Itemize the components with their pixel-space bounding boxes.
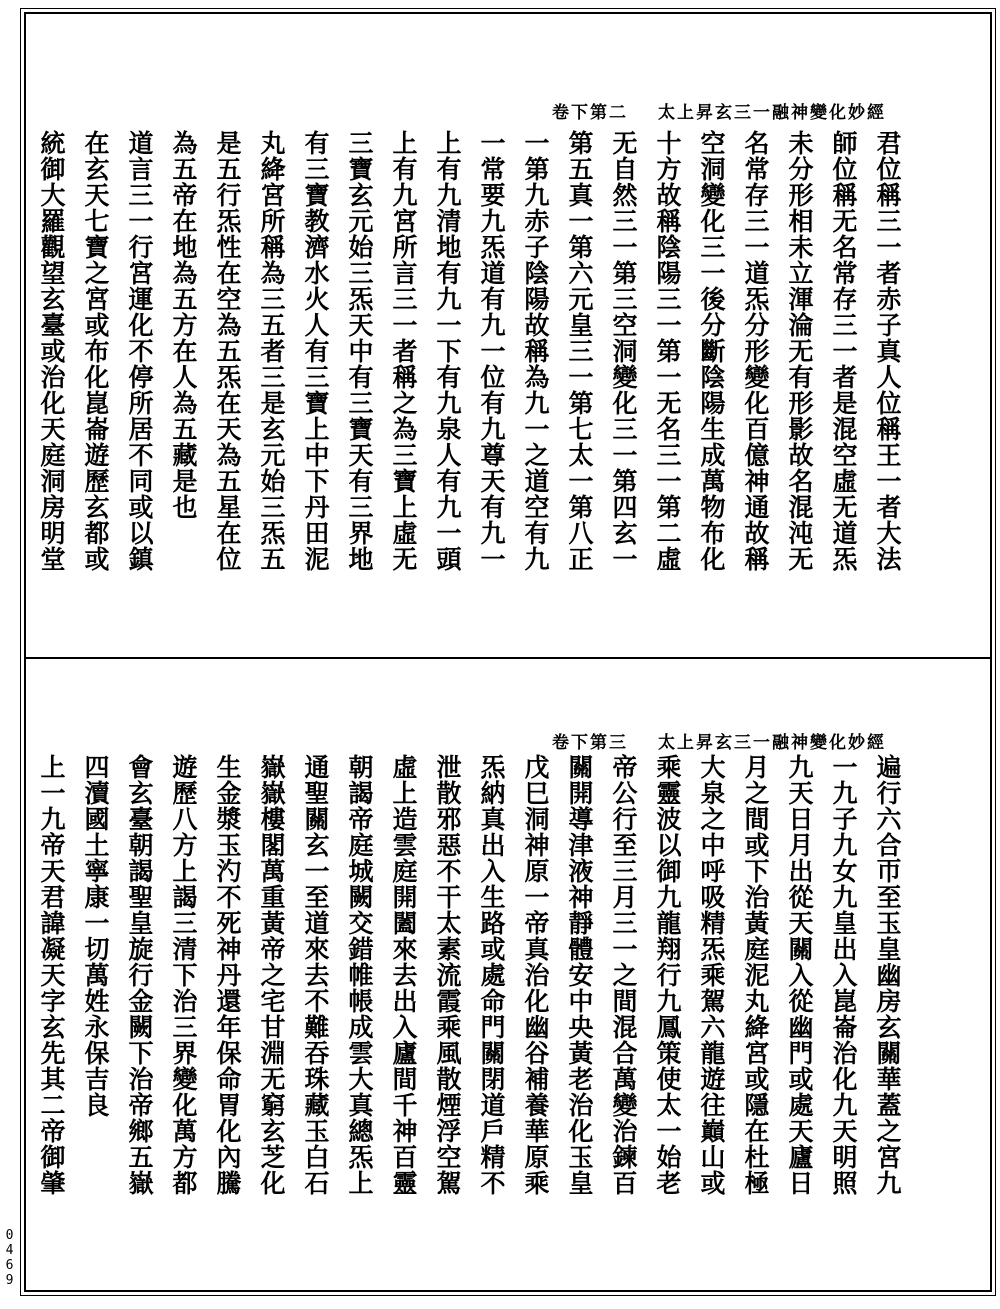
text-column: 遊歷八方上謁三清下治三界變化萬方都 (169, 754, 198, 1196)
panel-divider (24, 657, 992, 659)
top-panel (30, 18, 986, 653)
text-column: 泄散邪惡不干太素流霞乘風散煙浮空駕 (433, 754, 462, 1196)
text-column: 戊巳洞神原一帝真治化幽谷補養華原乘 (521, 754, 550, 1196)
text-column: 上一九帝天君諱凝天字玄先其二帝御肇 (37, 754, 66, 1196)
text-column: 遍行六合帀至玉皇幽房玄關華蓋之宮九 (873, 754, 902, 1196)
text-column: 一常要九炁道有九一位有九尊天有九一 (477, 130, 506, 572)
text-column: 月之間或下治黃庭泥丸絳宮或隱在杜極 (741, 754, 770, 1196)
text-column: 一九子九女九皇出入崑崙治化九天明照 (829, 754, 858, 1196)
text-column: 无自然三一第三空洞變化三一第四玄一 (609, 130, 638, 572)
text-column: 炁納真出入生路或處命門關閉道戶精不 (477, 754, 506, 1196)
text-column: 君位稱三一者赤子真人位稱王一者大法 (873, 130, 902, 572)
text-column: 統御大羅觀望玄臺或治化天庭洞房明堂 (37, 130, 66, 572)
text-column: 有三寶教濟水火人有三寶上中下丹田泥 (301, 130, 330, 572)
text-column: 十方故稱陰陽三一第一无名三一第二虛 (653, 130, 682, 572)
text-column: 通聖關玄一至道來去不難吞珠藏玉白石 (301, 754, 330, 1196)
text-column: 是五行炁性在空為五炁在天為五星在位 (213, 130, 242, 572)
text-column: 第五真一第六元皇三一第七太一第八正 (565, 130, 594, 572)
text-column: 生金漿玉汋不死神丹還年保命胃化內騰 (213, 754, 242, 1196)
text-column: 朝謁帝庭城闕交錯帷帳成雲大真總炁上 (345, 754, 374, 1196)
text-column: 關開導津液神靜體安中央黃老治化玉皇 (565, 754, 594, 1196)
text-column: 空洞變化三一後分斷陰陽生成萬物布化 (697, 130, 726, 572)
text-column: 師位稱无名常存三一者是混空虛无道炁 (829, 130, 858, 572)
volume-label: 卷下第三 (552, 732, 628, 753)
text-column: 大泉之中呼吸精炁乘駕六龍遊往巔山或 (697, 754, 726, 1196)
scripture-title: 太上昇玄三一融神變化妙經 (658, 732, 886, 753)
scripture-title: 太上昇玄三一融神變化妙經 (658, 102, 886, 123)
text-column: 一第九赤子陰陽故稱為九一之道空有九 (521, 130, 550, 572)
text-columns (32, 130, 906, 650)
text-column: 未分形相未立渾淪无有形影故名混沌无 (785, 130, 814, 572)
text-column: 會玄臺朝謁聖皇旋行金闕下治帝鄉五嶽 (125, 754, 154, 1196)
bottom-panel (30, 664, 986, 1286)
text-column: 上有九清地有九一下有九泉人有九一頭 (433, 130, 462, 572)
text-column: 九天日月出從天關入從幽門或處天廬日 (785, 754, 814, 1196)
text-column: 道言三一行宮運化不停所居不同或以鎮 (125, 130, 154, 572)
text-column: 嶽嶽樓閣萬重黃帝之宅甘淵无窮玄芝化 (257, 754, 286, 1196)
text-column: 乘靈波以御九龍翔行九鳳策使太一始老 (653, 754, 682, 1196)
text-column: 丸絳宮所稱為三五者三是玄元始三炁五 (257, 130, 286, 572)
text-column: 為五帝在地為五方在人為五藏是也 (169, 130, 198, 520)
text-column: 四瀆國土寧康一切萬姓永保吉良 (81, 754, 110, 1118)
volume-label: 卷下第二 (552, 102, 628, 123)
text-column: 上有九宮所言三一者稱之為三寶上虛无 (389, 130, 418, 572)
text-column: 三寶玄元始三炁天中有三寶天有三界地 (345, 130, 374, 572)
text-column: 名常存三一道炁分形變化百億神通故稱 (741, 130, 770, 572)
text-columns (32, 754, 906, 1274)
text-column: 虛上造雲庭開闔來去出入廬間千神百靈 (389, 754, 418, 1196)
page-number: 0469 (2, 1228, 17, 1288)
text-column: 帝公行至三月三一之間混合萬變治鍊百 (609, 754, 638, 1196)
text-column: 在玄天七寶之宮或布化崑崙遊歷玄都或 (81, 130, 110, 572)
